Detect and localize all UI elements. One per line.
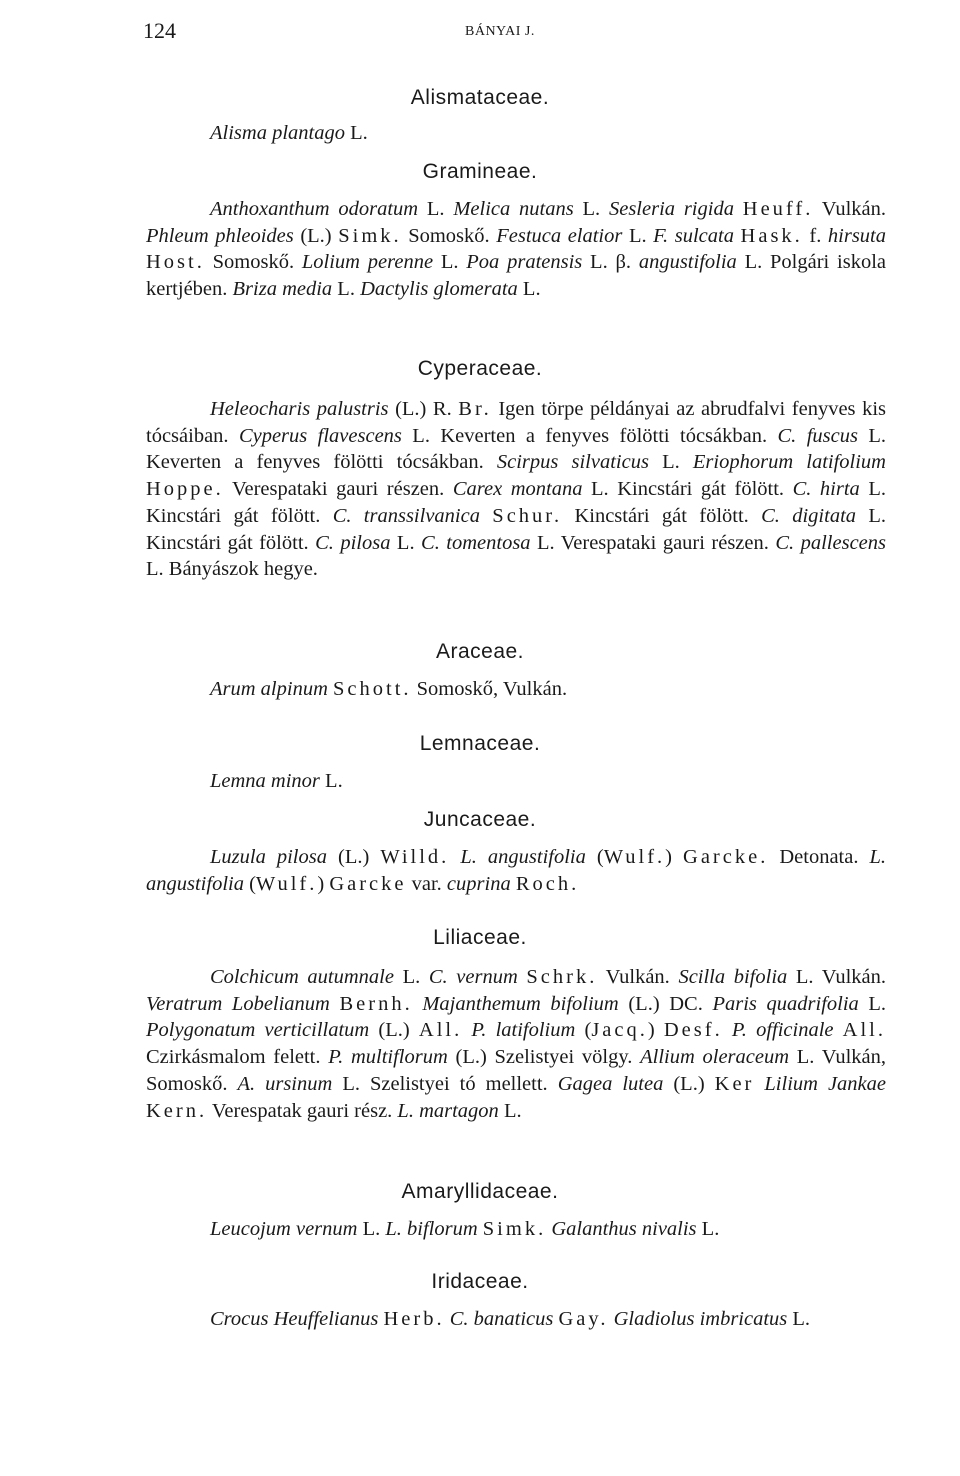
species-paragraph-gramineae: Anthoxanthum odoratum L. Melica nutans L. Sesleria rigida Heuff. Vulkán. Phleum phleoides (L.) Simk. Somoskő. Festuca elatior L. F. sulcata Hask. f. hirsuta Host. Somoskő. Lolium perenne L. Poa pratensis L. β. angustifolia L. Polgári iskola kertjében. Briza media L. Dactylis glomerata L.: [146, 198, 887, 301]
family-heading-liliaceae: Liliaceae.: [433, 926, 527, 949]
species-paragraph-liliaceae: Colchicum autumnale L. C. vernum Schrk. Vulkán. Scilla bifolia L. Vulkán. Veratrum Lobelianum Bernh. Majanthemum bifolium (L.) DC. Paris quadrifolia L. Polygonatum verticillatum (L.) All. P. latifolium (Jacq.) Desf. P. officinale All. Czirkásmalom felett. P. multiflorum (L.) Szelistyei völgy. Allium oleraceum L. Vulkán, Somoskő. A. ursinum L. Szelistyei tó mellett. Gagea lutea (L.) Ker Lilium Jankae Kern. Verespatak gauri rész. L. martagon L.: [146, 966, 887, 1122]
page-number: 124: [143, 18, 176, 43]
family-heading-cyperaceae: Cyperaceae.: [417, 357, 543, 380]
family-heading-iridaceae: Iridaceae.: [431, 1270, 529, 1293]
running-head: BÁNYAI J.: [465, 24, 535, 39]
species-paragraph-cyperaceae: Heleocharis palustris (L.) R. Br. Igen törpe példányai az abrudfalvi fenyves kis tócsáiban. Cyperus flavescens L. Keverten a fenyves fölötti tócsákban. C. fuscus L. Keverten a fenyves fölötti tócsákban. Scirpus silvaticus L. Eriophorum latifolium Hoppe. Verespataki gauri részen. Carex montana L. Kincstári gát fölött. C. hirta L. Kincstári gát fölött. C. transsilvanica Schur. Kincstári gát fölött. C. digitata L. Kincstári gát fölött. C. pilosa L. C. tomentosa L. Verespataki gauri részen. C. pallescens L. Bányászok hegye.: [146, 398, 887, 581]
family-heading-gramineae: Gramineae.: [422, 160, 538, 183]
family-heading-araceae: Araceae.: [435, 640, 525, 663]
family-heading-alismataceae: Alismataceae.: [410, 86, 550, 109]
species-paragraph-lemnaceae: Lemna minor L.: [210, 770, 343, 792]
family-heading-lemnaceae: Lemnaceae.: [419, 732, 541, 755]
species-paragraph-araceae: Arum alpinum Schott. Somoskő, Vulkán.: [210, 678, 568, 700]
family-heading-juncaceae: Juncaceae.: [423, 808, 537, 831]
species-paragraph-amaryllidaceae: Leucojum vernum L. L. biflorum Simk. Galanthus nivalis L.: [210, 1218, 720, 1240]
species-paragraph-alismataceae: Alisma plantago L.: [210, 122, 368, 144]
species-paragraph-juncaceae: Luzula pilosa (L.) Willd. L. angustifolia (Wulf.) Garcke. Detonata. L. angustifolia (Wulf.) Garcke var. cuprina Roch.: [146, 846, 887, 895]
species-paragraph-iridaceae: Crocus Heuffelianus Herb. C. banaticus Gay. Gladiolus imbricatus L.: [210, 1308, 811, 1330]
family-heading-amaryllidaceae: Amaryllidaceae.: [401, 1180, 559, 1203]
